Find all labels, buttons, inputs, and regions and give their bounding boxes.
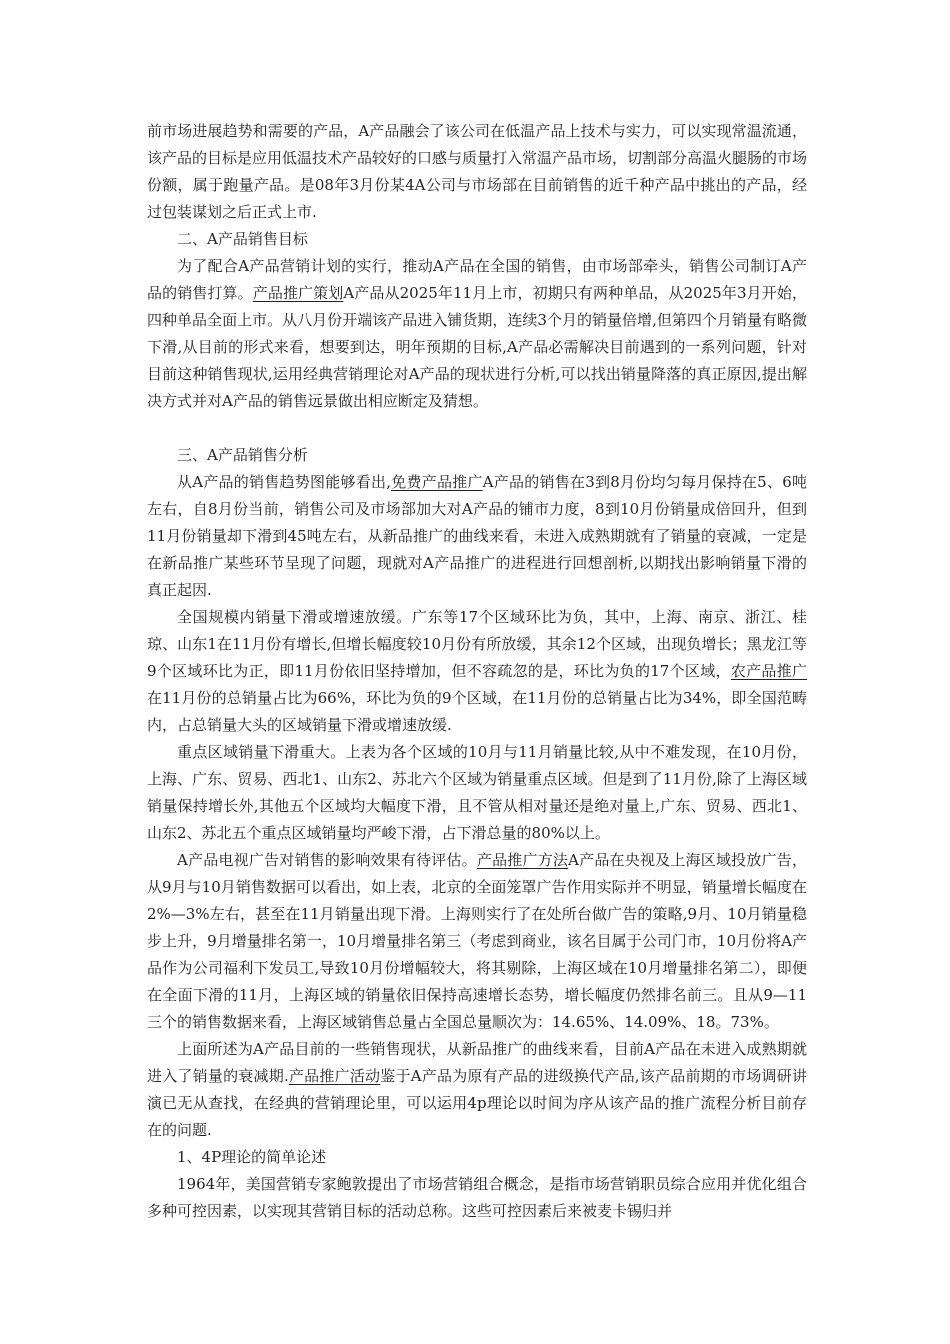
section-heading	[147, 442, 807, 469]
text-run: A产品的销售在3到8月份均匀每月保持在5、6吨左右，自8月份当前，销售公司及市场部加大对A产品的铺市力度，8到10月份销量成倍回升，但到11月份销量却下滑到45吨左右，从新品推广的曲线来看，未进入成熟期就有了销量的衰减，一定是在新品推广某些环节呈现了问题，现就对A产品推广的进程进行回想剖析,以期找出影响销量下滑的真正起因.	[147, 473, 807, 599]
text-run: 1964年，美国营销专家鲍敦提出了市场营销组合概念，是指市场营销职员综合应用并优化组合多种可控因素，以实现其营销目标的活动总称。这些可控因素后来被麦卡锡归并	[147, 1175, 807, 1220]
text-run: 二、A产品销售目标	[177, 230, 308, 248]
inline-link[interactable]: 免费产品推广	[390, 473, 483, 491]
text-run: 为了配合A产品营销计划的实行，推动A产品在全国的销售，由市场部牵头，销售公司制订A产品的销售打算。	[147, 257, 807, 302]
text-run: A产品在央视及上海区域投放广告，从9月与10月销售数据可以看出，如上表，北京的全面笼罩广告作用实际并不明显，销量增长幅度在2%—3%左右，甚至在11月销量出现下滑。上海则实行了在处所台做广告的策略,9月、10月销量稳步上升，9月增量排名第一，10月增量排名第三（考虑到商业，该名目属于公司门市，10月份将A产品作为公司福利下发员工,导致10月份增幅较大，将其剔除，上海区域在10月增量排名第二），即便在全面下滑的11月，上海区域的销量依旧保持高速增长态势，增长幅度仍然排名前三。且从9—11三个的销售数据来看，上海区域销售总量占全国总量顺次为：14.65%、14.09%、18。73%。	[147, 851, 807, 1031]
text-run: 在11月份的总销量占比为66%，环比为负的9个区域，在11月份的总销量占比为34%，即全国范畴内，占总销量大头的区域销量下滑或增速放缓.	[147, 689, 807, 734]
text-run: 鉴于A产品为原有产品的进级换代产品,该产品前期的市场调研讲演已无从查找，在经典的营销理论里，可以运用4p理论以时间为序从该产品的推广流程分析目前存在的问题.	[147, 1067, 807, 1139]
inline-link[interactable]: 产品推广方法	[476, 851, 569, 869]
body-paragraph	[147, 118, 807, 226]
inline-link[interactable]: 农产品推广	[730, 662, 807, 680]
text-run: 三、A产品销售分析	[177, 446, 308, 464]
inline-link[interactable]: 产品推广活动	[288, 1067, 381, 1085]
text-run: 从A产品的销售趋势图能够看出,	[177, 473, 391, 491]
body-paragraph	[147, 469, 807, 604]
document-body	[147, 118, 807, 1225]
text-run: 全国规模内销量下滑或增速放缓。广东等17个区域环比为负，其中，上海、南京、浙江、桂琼、山东1在11月份有增长,但增长幅度较10月份有所放缓，其余12个区域，出现负增长；黑龙江等9个区域环比为正，即11月份依旧坚持增加，但不容疏忽的是，环比为负的17个区域，	[147, 608, 807, 680]
text-run: 重点区域销量下滑重大。上表为各个区域的10月与11月销量比较,从中不难发现，在10月份，上海、广东、贸易、西北1、山东2、苏北六个区域为销量重点区域。但是到了11月份,除了上海区域销量保持增长外,其他五个区域均大幅度下滑，且不管从相对量还是绝对量上,广东、贸易、西北1、山东2、苏北五个重点区域销量均严峻下滑，占下滑总量的80%以上。	[147, 743, 807, 842]
text-run: 上面所述为A产品目前的一些销售现状，从新品推广的曲线来看，目前A产品在未进入成熟期就进入了销量的衰减期.	[147, 1040, 807, 1085]
paragraph-spacer	[147, 415, 807, 442]
text-run: 1、4P理论的简单论述	[177, 1148, 327, 1166]
text-run: A产品电视广告对销售的影响效果有待评估。	[177, 851, 477, 869]
text-run: 前市场进展趋势和需要的产品，A产品融会了该公司在低温产品上技术与实力，可以实现常温流通，该产品的目标是应用低温技术产品较好的口感与质量打入常温产品市场，切割部分高温火腿肠的市场份额，属于跑量产品。是08年3月份某4A公司与市场部在目前销售的近千种产品中挑出的产品，经过包装谋划之后正式上市.	[147, 122, 808, 221]
section-heading	[147, 1144, 807, 1171]
body-paragraph	[147, 739, 807, 847]
section-heading	[147, 226, 807, 253]
body-paragraph	[147, 1036, 807, 1144]
body-paragraph	[147, 847, 807, 1036]
text-run: A产品从2025年11月上市，初期只有两种单品，从2025年3月开始，四种单品全面上市。从八月份开端该产品进入铺货期，连续3个月的销量倍增,但第四个月销量有略微下滑,从目前的形式来看，想要到达，明年预期的目标,A产品必需解决目前遇到的一系列问题，针对目前这种销售现状,运用经典营销理论对A产品的现状进行分析,可以找出销量降落的真正原因,提出解决方式并对A产品的销售远景做出相应断定及猜想。	[147, 284, 807, 410]
inline-link[interactable]: 产品推广策划	[252, 284, 344, 302]
body-paragraph	[147, 604, 807, 739]
body-paragraph	[147, 1171, 807, 1225]
body-paragraph	[147, 253, 807, 415]
